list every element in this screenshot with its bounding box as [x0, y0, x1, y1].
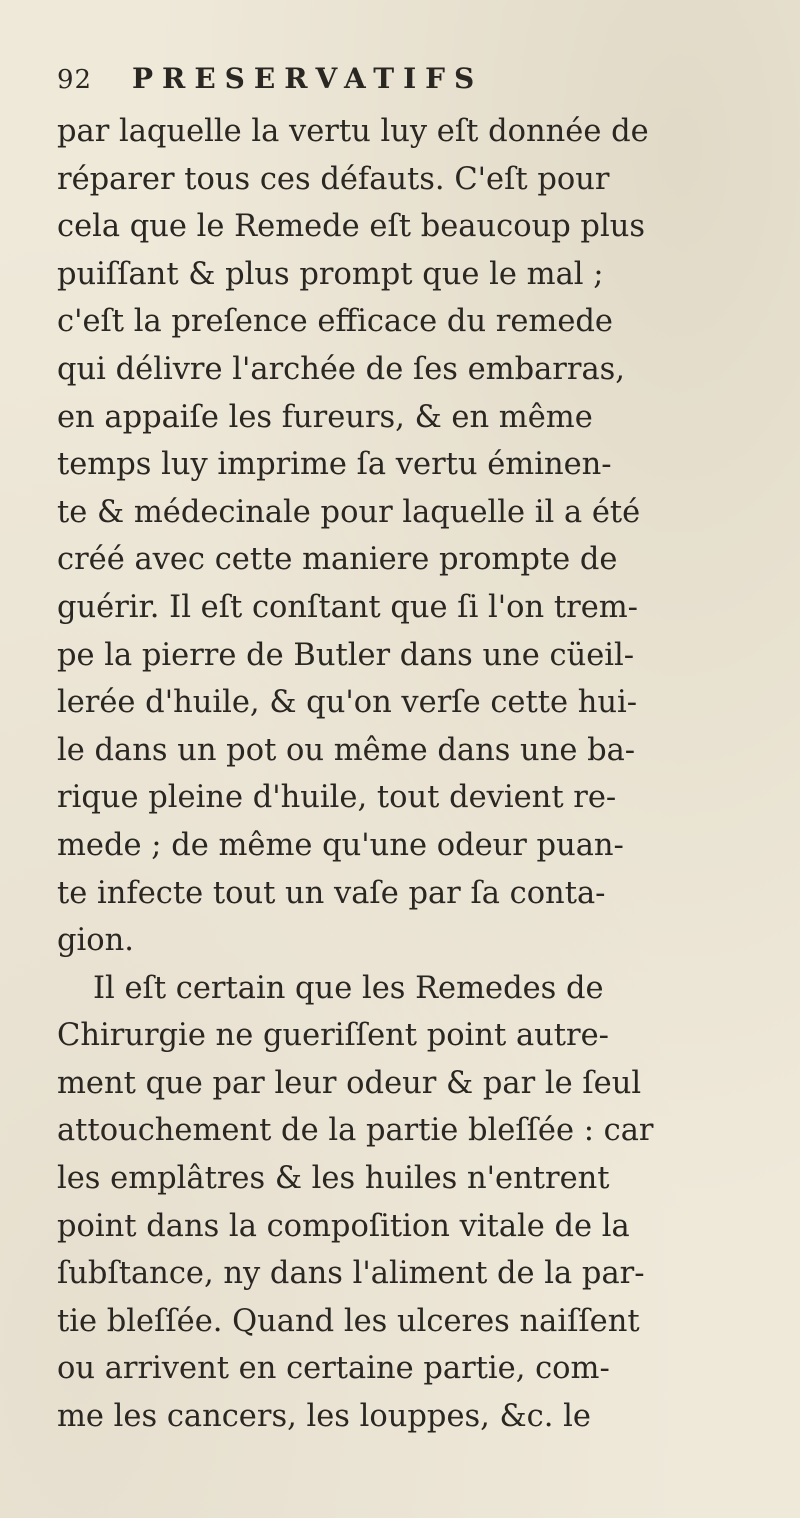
running-title: PRESERVATIFS — [132, 62, 484, 95]
text-line: ou arrivent en certaine partie, com- — [57, 1351, 610, 1387]
text-line: guérir. Il eſt conſtant que ſi l'on trem- — [57, 589, 638, 625]
text-line: qui délivre l'archée de ſes embarras, — [57, 351, 626, 387]
text-line: mede ; de même qu'une odeur puan- — [57, 827, 624, 863]
text-line: te infecte tout un vaſe par ſa conta- — [57, 875, 606, 911]
text-line: temps luy imprime ſa vertu éminen- — [57, 447, 612, 483]
text-line: tie bleſſée. Quand les ulceres naiſſent — [57, 1303, 640, 1339]
text-line: par laquelle la vertu luy eſt donnée de — [57, 114, 649, 149]
text-line: en appaiſe les fureurs, & en même — [57, 399, 593, 435]
paragraph-2 — [57, 965, 760, 1441]
text-line: créé avec cette maniere prompte de — [57, 542, 618, 578]
text-line: point dans la compoſition vitale de la — [57, 1208, 630, 1244]
text-line: gion. — [57, 923, 134, 959]
text-line: attouchement de la partie bleſſée : car — [57, 1113, 654, 1149]
text-line: te & médecinale pour laquelle il a été — [57, 494, 641, 530]
body-text — [57, 108, 760, 1441]
text-line: réparer tous ces défauts. C'eſt pour — [57, 161, 610, 197]
text-line: pe la pierre de Butler dans une cüeil- — [57, 637, 635, 673]
text-line: me les cancers, les louppes, &c. le — [57, 1399, 591, 1435]
text-line: ment que par leur odeur & par le ſeul — [57, 1065, 642, 1101]
text-line: rique pleine d'huile, tout devient re- — [57, 780, 617, 816]
text-line: Chirurgie ne gueriſſent point autre- — [57, 1018, 609, 1054]
paragraph-1 — [57, 108, 760, 965]
text-line: cela que le Remede eſt beaucoup plus — [57, 209, 646, 245]
page-number: 92 — [57, 65, 93, 95]
text-line: ſubſtance, ny dans l'aliment de la par- — [57, 1256, 645, 1292]
page-header — [57, 62, 760, 104]
text-line: Il eſt certain que les Remedes de — [93, 970, 604, 1006]
text-line: le dans un pot ou même dans une ba- — [57, 732, 636, 768]
text-line: puiſſant & plus prompt que le mal ; — [57, 256, 604, 292]
text-line: lerée d'huile, & qu'on verſe cette hui- — [57, 685, 638, 721]
text-line: c'eſt la preſence efficace du remede — [57, 304, 613, 340]
text-line: les emplâtres & les huiles n'entrent — [57, 1161, 610, 1197]
